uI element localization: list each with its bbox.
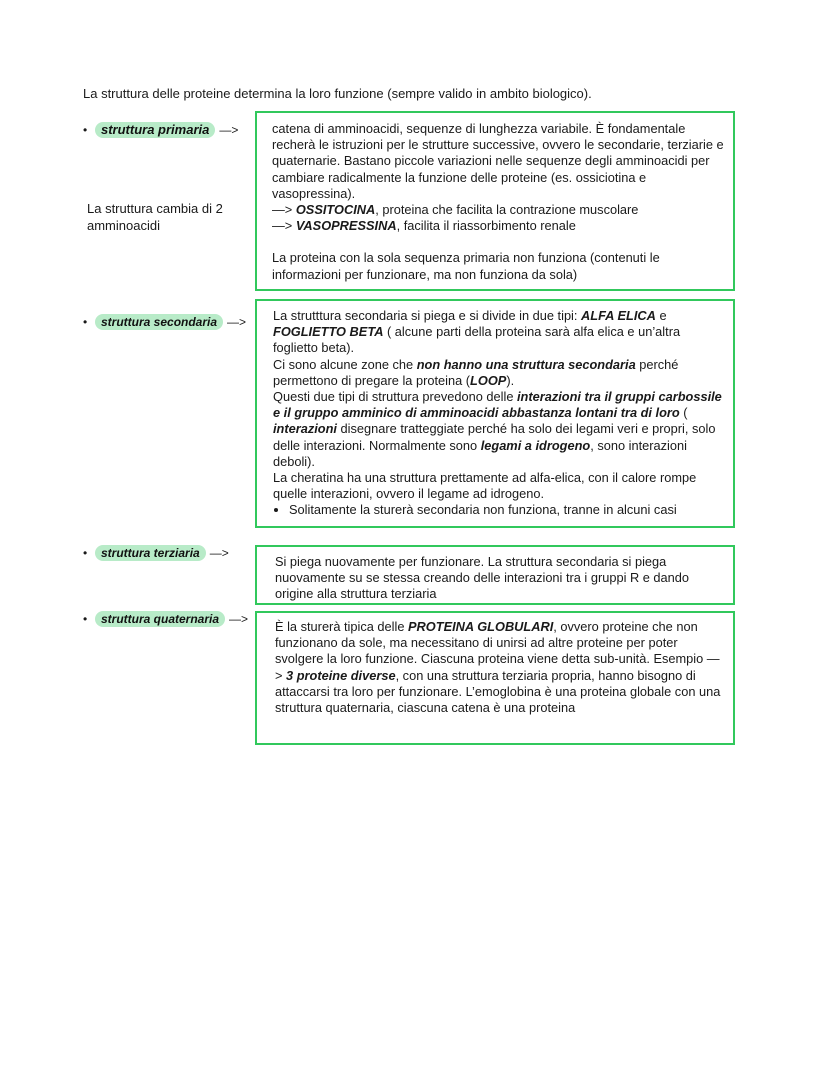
vasopressina-line: —> VASOPRESSINA, facilita il riassorbimento renale [272,218,576,234]
secondaria-p3: Questi due tipi di struttura prevedono delle interazioni tra il gruppi carbossile e il gruppo amminico di amminoacidi abbastanza lontani tra di loro ( interazioni disegnare tratteggiate perché ha solo dei legami veri e propri, solo delle interazioni. Normalmente sono legami a idrogeno, sono interazioni deboli). [273,389,722,469]
bullet-dot: • [83,123,88,137]
bullet-dot: • [83,546,88,560]
label-primaria: struttura primaria [95,122,215,138]
arrow: —> [227,315,247,329]
bullet-quaternaria [83,611,248,627]
secondaria-p2: Ci sono alcune zone che non hanno una struttura secondaria perché permettono di pregare la proteina (LOOP). [273,356,679,388]
secondaria-p4: La cheratina ha una struttura prettamente ad alfa-elica, con il calore rompe quelle interazioni, ovvero il legame ad idrogeno. [273,470,697,502]
bullet-terziaria [83,545,229,561]
intro-text: La struttura delle proteine determina la loro funzione (sempre valido in ambito biologico). [83,86,592,101]
arrow: —> [229,612,249,626]
box-secondaria [255,299,735,528]
box-terziaria [255,545,735,605]
primaria-note: La proteina con la sola sequenza primaria non funziona (contenuti le informazioni per funzionare, ma non funziona da sola) [272,250,660,282]
side-note-primaria: La struttura cambia di 2 amminoacidi [87,201,223,233]
bullet-primaria [83,122,238,138]
terziaria-text: Si piega nuovamente per funzionare. La struttura secondaria si piega nuovamente su se stessa creando delle interazioni tra i gruppi R e dando origine alla struttura terziaria [275,554,690,602]
quaternaria-text: È la sturerà tipica delle PROTEINA GLOBULARI, ovvero proteine che non funzionano da sole, ma necessitano di unirsi ad altre proteine per poter svolgere la loro funzione. Ciascuna proteina viene detta sub-unità. Esempio —> 3 proteine diverse, con una struttura terziaria propria, hanno bisogno di attaccarsi tra loro per funzionare. L’emoglobina è una proteina globale con una struttura quaternaria, ciascuna catena è una proteina [275,619,721,716]
arrow: —> [209,546,229,560]
bullet-secondaria [83,314,246,330]
primaria-text: catena di amminoacidi, sequenze di lunghezza variabile. È fondamentale recherà le istruzioni per le strutture successive, ovvero le secondarie, terziarie e quaternarie. Bastano piccole variazioni nelle sequenze degli amminoacidi per cambiare radicalmente la funzione delle proteine (es. ossiciotina e vasopressina). [272,121,724,201]
label-quaternaria: struttura quaternaria [95,611,225,627]
bullet-dot: • [83,612,88,626]
bullet-dot: • [83,315,88,329]
label-secondaria: struttura secondaria [95,314,223,330]
secondaria-bullet: • Solitamente la sturerà secondaria non funziona, tranne in alcuni casi [289,502,725,518]
arrow: —> [219,123,239,137]
secondaria-p1: La strutttura secondaria si piega e si divide in due tipi: ALFA ELICA e FOGLIETTO BETA ( alcune parti della proteina sarà alfa elica e un’altra foglietto beta). [273,308,681,356]
box-quaternaria [255,611,735,745]
ossitocina-line: —> OSSITOCINA, proteina che facilita la contrazione muscolare [272,202,639,218]
box-primaria [255,111,735,291]
label-terziaria: struttura terziaria [95,545,206,561]
